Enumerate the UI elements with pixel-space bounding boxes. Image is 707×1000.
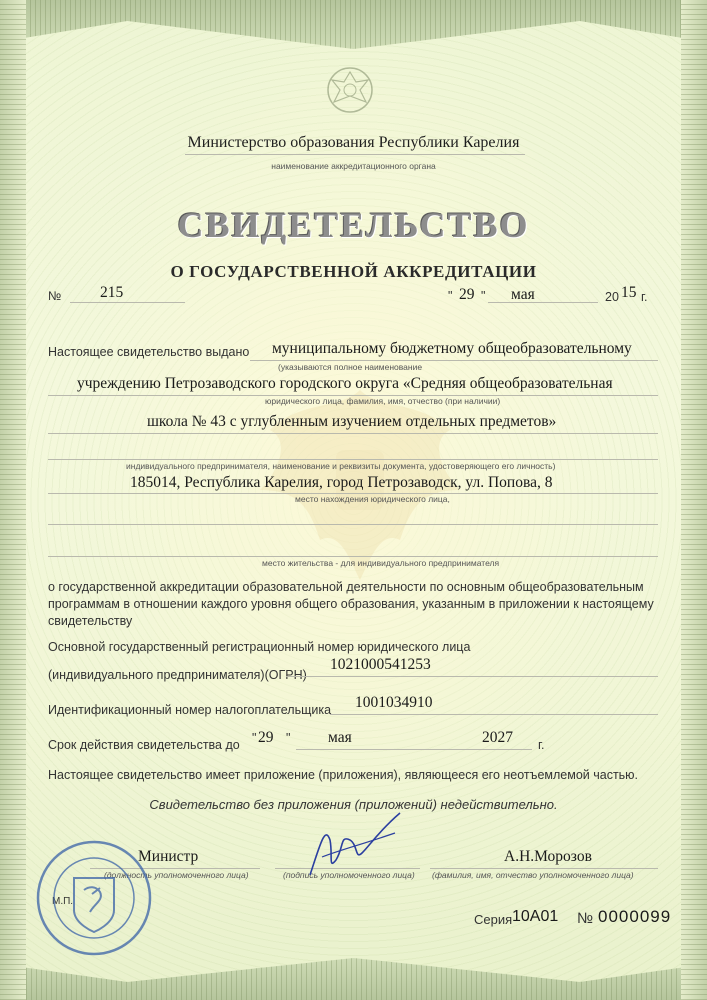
address-caption2: место жительства - для индивидуального предпринимателя: [262, 558, 500, 568]
address-underline3: [48, 556, 658, 557]
issued-to-line3: школа № 43 с углубленным изучением отдельных предметов»: [147, 413, 557, 430]
body-text-line3: свидетельству: [48, 614, 133, 628]
signatory-name: А.Н.Морозов: [504, 848, 592, 865]
ogrn-label2: (индивидуального предпринимателя)(ОГРН): [48, 668, 307, 682]
validity-year-abbr: г.: [538, 738, 545, 752]
appendix-note: Настоящее свидетельство имеет приложение (приложения), являющееся его неотъемлемой частью.: [48, 768, 639, 782]
issued-to-line2: учреждению Петрозаводского городского округа «Средняя общеобразовательная: [77, 375, 613, 392]
validity-underline: [296, 749, 532, 750]
inn-value: 1001034910: [355, 694, 433, 711]
inn-underline: [330, 714, 658, 715]
coat-of-arms-icon: [322, 62, 378, 118]
number-underline: [70, 302, 185, 303]
issued-to-underline3: [48, 433, 658, 434]
series-value: 10А01: [512, 908, 559, 925]
series-number-label: №: [577, 910, 594, 927]
handwritten-signature: [300, 805, 410, 885]
series-number: 0000099: [598, 907, 672, 926]
ogrn-value: 1021000541253: [330, 656, 431, 673]
validity-day: 29: [258, 729, 274, 746]
address-underline2: [48, 524, 658, 525]
ogrn-underline: [286, 676, 658, 677]
issued-to-underline1: [250, 360, 658, 361]
ornamental-frame-top: [0, 0, 707, 70]
seal-place-mark: М.П.: [52, 896, 74, 907]
authority-caption: наименование аккредитационного органа: [271, 161, 436, 171]
month-underline: [488, 302, 598, 303]
certificate-number: 215: [100, 284, 124, 301]
signature-caption: (подпись уполномоченного лица): [283, 870, 415, 880]
validity-year: 2027: [482, 729, 513, 746]
name-caption: (фамилия, имя, отчество уполномоченного лица): [432, 870, 634, 880]
validity-month: мая: [328, 729, 352, 746]
inn-label: Идентификационный номер налогоплательщика: [48, 703, 332, 717]
issue-year-suffix: 15: [621, 284, 637, 301]
validity-label: Срок действия свидетельства до: [48, 738, 240, 752]
address-value: 185014, Республика Карелия, город Петрозаводск, ул. Попова, 8: [130, 474, 553, 491]
document-title: СВИДЕТЕЛЬСТВО: [177, 205, 530, 245]
series-label: Серия: [474, 912, 513, 927]
authority-underline: [185, 154, 525, 155]
issue-month: мая: [511, 286, 535, 303]
ogrn-label1: Основной государственный регистрационный номер юридического лица: [48, 640, 471, 654]
validity-quote-open: ": [252, 731, 257, 745]
position-caption: (должность уполномоченного лица): [104, 870, 249, 880]
date-quote-open: ": [448, 289, 453, 303]
date-quote-close: ": [481, 289, 486, 303]
address-caption: место нахождения юридического лица,: [295, 494, 450, 504]
issue-day: 29: [459, 286, 475, 303]
issued-to-caption3: индивидуального предпринимателя, наименование и реквизиты документа, удостоверяющего его личность): [126, 461, 556, 471]
official-seal-stamp: [34, 838, 154, 958]
validity-quote-close: ": [286, 731, 291, 745]
invalid-without-appendix-note: Свидетельство без приложения (приложений) недействительно.: [149, 797, 558, 812]
issued-to-underline4: [48, 459, 658, 460]
issued-to-line1: муниципальному бюджетному общеобразовательному: [272, 340, 632, 357]
signatory-position: Министр: [138, 848, 199, 865]
issued-to-label: Настоящее свидетельство выдано: [48, 345, 250, 359]
issued-to-caption2: юридического лица, фамилия, имя, отчество (при наличии): [265, 396, 501, 406]
authority-name: Министерство образования Республики Карелия: [187, 134, 520, 151]
document-subtitle: О ГОСУДАРСТВЕННОЙ АККРЕДИТАЦИИ: [170, 262, 537, 281]
year-prefix: 20: [605, 290, 619, 304]
issued-to-caption1: (указываются полное наименование: [278, 362, 423, 372]
number-label: №: [48, 289, 62, 303]
name-underline: [430, 868, 658, 869]
body-text-line2: программам в отношении каждого уровня общего образования, указанным в приложении к настоящему: [48, 597, 654, 611]
year-abbr: г.: [641, 290, 648, 304]
body-text-line1: о государственной аккредитации образовательной деятельности по основным общеобразовательным: [48, 580, 644, 594]
